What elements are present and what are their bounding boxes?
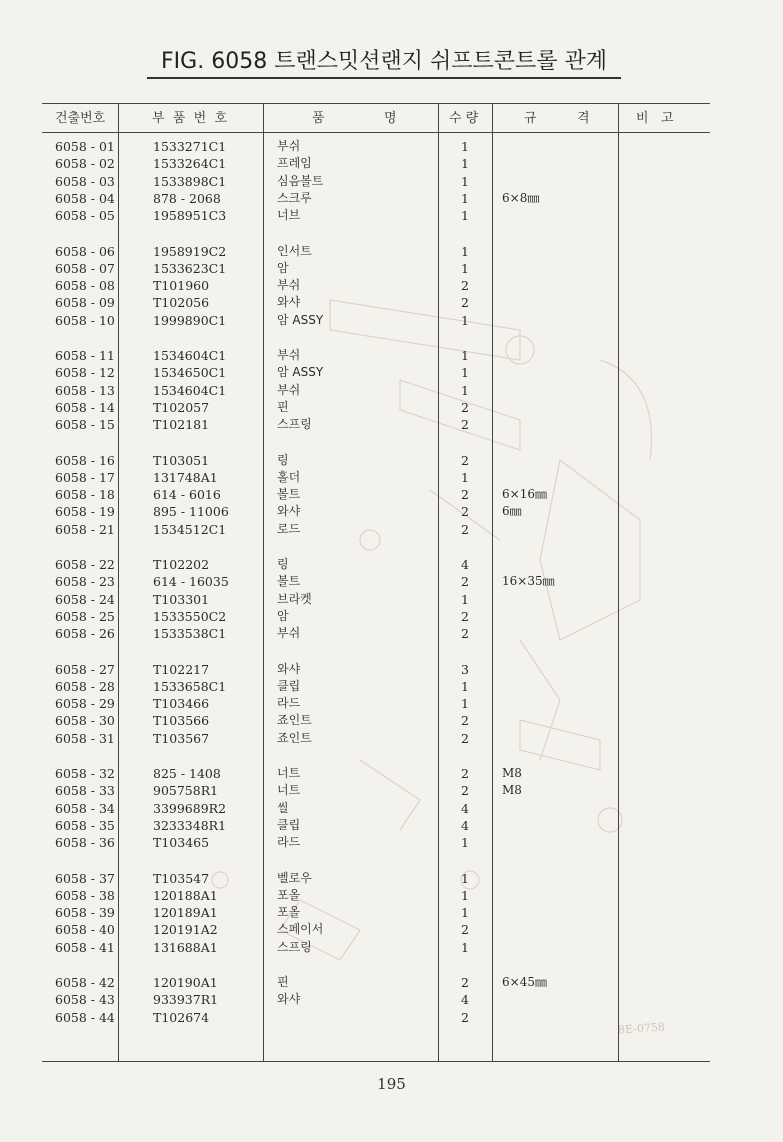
part-number: 1533271C1: [153, 139, 227, 154]
table-bottom-rule: [42, 1061, 710, 1062]
part-number: T101960: [153, 278, 210, 294]
part-name: 죠인트: [277, 713, 312, 728]
table-row: [0, 452, 783, 469]
row-number: 6058 - 13: [55, 382, 115, 398]
table-row: [0, 921, 783, 938]
table-row: [0, 695, 783, 712]
table-row: [0, 190, 783, 207]
row-number: 6058 - 09: [55, 295, 115, 311]
part-name: 프레임: [277, 156, 312, 171]
part-name: 부쉬: [277, 278, 301, 293]
quantity: 4: [461, 557, 469, 572]
table-row: [0, 416, 783, 433]
quantity: 2: [461, 417, 469, 433]
quantity: 1: [461, 905, 469, 921]
quantity: 1: [461, 365, 469, 381]
table-row: [0, 834, 783, 851]
table-row: [0, 887, 783, 904]
quantity: 1: [461, 348, 469, 363]
quantity: 3: [461, 661, 469, 677]
part-number: 1534604C1: [153, 382, 227, 398]
part-name: 심음볼트: [277, 173, 324, 188]
part-name: 볼트: [277, 574, 301, 589]
row-number: 6058 - 42: [55, 975, 115, 990]
table-row: [0, 382, 783, 399]
table-row: [0, 817, 783, 834]
header-col-qty: 수 량: [449, 111, 479, 126]
quantity: 1: [461, 139, 469, 154]
row-number: 6058 - 40: [55, 922, 115, 938]
part-number: 1958951C3: [153, 208, 227, 224]
part-number: T102202: [153, 557, 210, 572]
part-number: T103301: [153, 591, 210, 607]
part-number: T102217: [153, 661, 210, 677]
table-row: [0, 800, 783, 817]
specification: M8: [502, 766, 522, 780]
row-number: 6058 - 22: [55, 557, 115, 572]
row-number: 6058 - 44: [55, 1009, 115, 1025]
quantity: 4: [461, 800, 469, 816]
table-row: [0, 260, 783, 277]
quantity: 2: [461, 278, 469, 294]
quantity: 1: [461, 696, 469, 712]
part-name: 스크루: [277, 190, 312, 205]
header-col-spec-a: 규: [524, 111, 537, 126]
part-number: 825 - 1408: [153, 766, 221, 781]
quantity: 1: [461, 208, 469, 224]
part-number: 905758R1: [153, 783, 219, 799]
part-name: 핀: [277, 975, 289, 989]
row-number: 6058 - 27: [55, 661, 115, 677]
specification: 16×35㎜: [502, 574, 555, 589]
row-number: 6058 - 35: [55, 817, 115, 833]
page-number: 195: [377, 1075, 406, 1093]
row-number: 6058 - 28: [55, 678, 115, 694]
row-number: 6058 - 33: [55, 783, 115, 799]
quantity: 1: [461, 469, 469, 485]
part-number: T103466: [153, 696, 210, 712]
quantity: 1: [461, 173, 469, 189]
specification: 6×45㎜: [502, 975, 547, 989]
part-name: 암 ASSY: [277, 365, 324, 380]
table-row: [0, 661, 783, 678]
table-row: [0, 608, 783, 625]
specification: 6×8㎜: [502, 190, 540, 205]
row-number: 6058 - 18: [55, 487, 115, 503]
header-bottom-rule: [42, 132, 710, 133]
row-number: 6058 - 17: [55, 469, 115, 485]
quantity: 2: [461, 452, 469, 468]
part-name: 씰: [277, 800, 289, 815]
specification: 6×16㎜: [502, 487, 547, 502]
part-name: 암: [277, 608, 289, 623]
table-row: [0, 904, 783, 921]
table-row: [0, 277, 783, 294]
table-row: [0, 347, 783, 364]
part-name: 스프링: [277, 417, 312, 432]
part-name: 링: [277, 452, 289, 467]
part-number: 614 - 16035: [153, 574, 229, 590]
part-name: 라드: [277, 835, 301, 850]
table-row: [0, 625, 783, 642]
table-row: [0, 294, 783, 311]
part-name: 벨로우: [277, 870, 312, 885]
row-number: 6058 - 08: [55, 278, 115, 294]
part-name: 와샤: [277, 992, 301, 1007]
row-number: 6058 - 11: [55, 348, 115, 363]
quantity: 2: [461, 295, 469, 311]
part-name: 너트: [277, 766, 301, 780]
row-number: 6058 - 15: [55, 417, 115, 433]
header-col-remarks: 비 고: [636, 111, 674, 126]
part-name: 부쉬: [277, 139, 301, 153]
table-row: [0, 765, 783, 782]
quantity: 2: [461, 487, 469, 503]
part-name: 포올: [277, 887, 301, 902]
part-number: 614 - 6016: [153, 487, 221, 503]
part-number: T103566: [153, 713, 210, 729]
part-name: 암 ASSY: [277, 312, 324, 327]
row-number: 6058 - 39: [55, 905, 115, 921]
specification: M8: [502, 783, 522, 798]
row-number: 6058 - 07: [55, 260, 115, 276]
part-name: 로드: [277, 521, 301, 536]
quantity: 2: [461, 521, 469, 537]
table-row: [0, 870, 783, 887]
quantity: 2: [461, 1009, 469, 1025]
part-number: T103567: [153, 730, 210, 746]
part-number: 933937R1: [153, 992, 219, 1008]
table-row: [0, 678, 783, 695]
part-name: 와샤: [277, 504, 301, 519]
row-number: 6058 - 02: [55, 156, 115, 172]
part-name: 홀더: [277, 469, 301, 484]
part-number: T102057: [153, 399, 210, 415]
part-number: 131688A1: [153, 939, 218, 955]
quantity: 1: [461, 382, 469, 398]
table-row: [0, 991, 783, 1008]
row-number: 6058 - 10: [55, 312, 115, 328]
part-number: T102056: [153, 295, 210, 311]
part-number: 1533264C1: [153, 156, 227, 172]
quantity: 4: [461, 817, 469, 833]
quantity: 2: [461, 922, 469, 938]
header-col-part-number: 부 품 번 호: [152, 111, 228, 126]
table-row: [0, 469, 783, 486]
quantity: 2: [461, 626, 469, 642]
table-row: [0, 1009, 783, 1026]
part-number: 1534650C1: [153, 365, 227, 381]
part-name: 라드: [277, 696, 301, 711]
quantity: 2: [461, 574, 469, 590]
part-number: 1533898C1: [153, 173, 227, 189]
part-name: 부쉬: [277, 348, 301, 362]
row-number: 6058 - 01: [55, 139, 115, 154]
quantity: 1: [461, 870, 469, 886]
page-title: FIG. 6058 트랜스밋션랜지 쉬프트콘트롤 관계: [147, 40, 621, 79]
part-number: 1533550C2: [153, 608, 227, 624]
table-row: [0, 712, 783, 729]
table-row: [0, 974, 783, 991]
part-number: 120190A1: [153, 975, 218, 990]
row-number: 6058 - 26: [55, 626, 115, 642]
part-name: 링: [277, 557, 289, 571]
quantity: 1: [461, 835, 469, 851]
part-number: T103547: [153, 870, 210, 886]
table-row: [0, 782, 783, 799]
table-row: [0, 573, 783, 590]
part-number: 1534604C1: [153, 348, 227, 363]
row-number: 6058 - 03: [55, 173, 115, 189]
row-number: 6058 - 12: [55, 365, 115, 381]
row-number: 6058 - 24: [55, 591, 115, 607]
row-number: 6058 - 05: [55, 208, 115, 224]
part-number: 1534512C1: [153, 521, 227, 537]
quantity: 1: [461, 190, 469, 206]
table-row: [0, 939, 783, 956]
row-number: 6058 - 32: [55, 766, 115, 781]
row-number: 6058 - 34: [55, 800, 115, 816]
row-number: 6058 - 29: [55, 696, 115, 712]
part-name: 와샤: [277, 295, 301, 310]
table-row: [0, 521, 783, 538]
header-col-name-a: 품: [312, 111, 325, 126]
part-name: 포올: [277, 905, 301, 920]
row-number: 6058 - 30: [55, 713, 115, 729]
part-number: 1999890C1: [153, 312, 227, 328]
quantity: 1: [461, 591, 469, 607]
row-number: 6058 - 04: [55, 190, 115, 206]
faint-stamp: 8E-0758: [617, 1020, 666, 1037]
part-name: 볼트: [277, 487, 301, 502]
part-name: 너트: [277, 783, 301, 798]
part-number: T102181: [153, 417, 210, 433]
row-number: 6058 - 37: [55, 870, 115, 886]
part-name: 부쉬: [277, 626, 301, 641]
part-number: 878 - 2068: [153, 190, 221, 206]
header-col-spec-b: 격: [577, 111, 590, 126]
table-row: [0, 591, 783, 608]
part-name: 브라켓: [277, 591, 312, 606]
row-number: 6058 - 16: [55, 452, 115, 468]
table-row: [0, 730, 783, 747]
quantity: 1: [461, 678, 469, 694]
part-number: 1533538C1: [153, 626, 227, 642]
table-row: [0, 486, 783, 503]
part-number: 131748A1: [153, 469, 218, 485]
quantity: 2: [461, 730, 469, 746]
row-number: 6058 - 36: [55, 835, 115, 851]
table-row: [0, 556, 783, 573]
table-row: [0, 138, 783, 155]
quantity: 2: [461, 713, 469, 729]
quantity: 4: [461, 992, 469, 1008]
part-name: 인서트: [277, 243, 312, 258]
part-name: 스페이서: [277, 922, 324, 937]
row-number: 6058 - 43: [55, 992, 115, 1008]
table-row: [0, 399, 783, 416]
row-number: 6058 - 06: [55, 243, 115, 259]
quantity: 1: [461, 243, 469, 259]
table-row: [0, 207, 783, 224]
part-number: 895 - 11006: [153, 504, 229, 520]
quantity: 2: [461, 975, 469, 990]
part-number: 120189A1: [153, 905, 218, 921]
table-row: [0, 243, 783, 260]
part-number: 3233348R1: [153, 817, 227, 833]
row-number: 6058 - 41: [55, 939, 115, 955]
part-number: T102674: [153, 1009, 210, 1025]
row-number: 6058 - 23: [55, 574, 115, 590]
part-number: 120191A2: [153, 922, 218, 938]
quantity: 1: [461, 887, 469, 903]
quantity: 1: [461, 260, 469, 276]
part-name: 너브: [277, 208, 301, 223]
part-number: 1958919C2: [153, 243, 227, 259]
header-col-number: 건출번호: [55, 111, 106, 126]
table-row: [0, 173, 783, 190]
table-row: [0, 503, 783, 520]
part-number: 3399689R2: [153, 800, 227, 816]
quantity: 2: [461, 399, 469, 415]
part-name: 클립: [277, 817, 301, 832]
part-number: 1533623C1: [153, 260, 227, 276]
quantity: 1: [461, 312, 469, 328]
row-number: 6058 - 21: [55, 521, 115, 537]
part-name: 부쉬: [277, 382, 301, 397]
row-number: 6058 - 31: [55, 730, 115, 746]
part-number: T103465: [153, 835, 210, 851]
quantity: 2: [461, 504, 469, 520]
specification: 6㎜: [502, 504, 522, 519]
part-name: 죠인트: [277, 730, 312, 745]
part-name: 클립: [277, 678, 301, 693]
table-row: [0, 155, 783, 172]
quantity: 1: [461, 939, 469, 955]
row-number: 6058 - 14: [55, 399, 115, 415]
table-top-rule: [42, 103, 710, 104]
part-name: 스프링: [277, 939, 312, 954]
row-number: 6058 - 25: [55, 608, 115, 624]
table-row: [0, 312, 783, 329]
quantity: 2: [461, 783, 469, 799]
header-col-name-b: 명: [384, 111, 397, 126]
quantity: 1: [461, 156, 469, 172]
part-name: 와샤: [277, 661, 301, 676]
part-name: 암: [277, 260, 289, 275]
part-number: 1533658C1: [153, 678, 227, 694]
row-number: 6058 - 38: [55, 887, 115, 903]
part-number: 120188A1: [153, 887, 218, 903]
quantity: 2: [461, 608, 469, 624]
row-number: 6058 - 19: [55, 504, 115, 520]
part-name: 핀: [277, 399, 289, 414]
table-row: [0, 364, 783, 381]
part-number: T103051: [153, 452, 210, 468]
quantity: 2: [461, 766, 469, 781]
